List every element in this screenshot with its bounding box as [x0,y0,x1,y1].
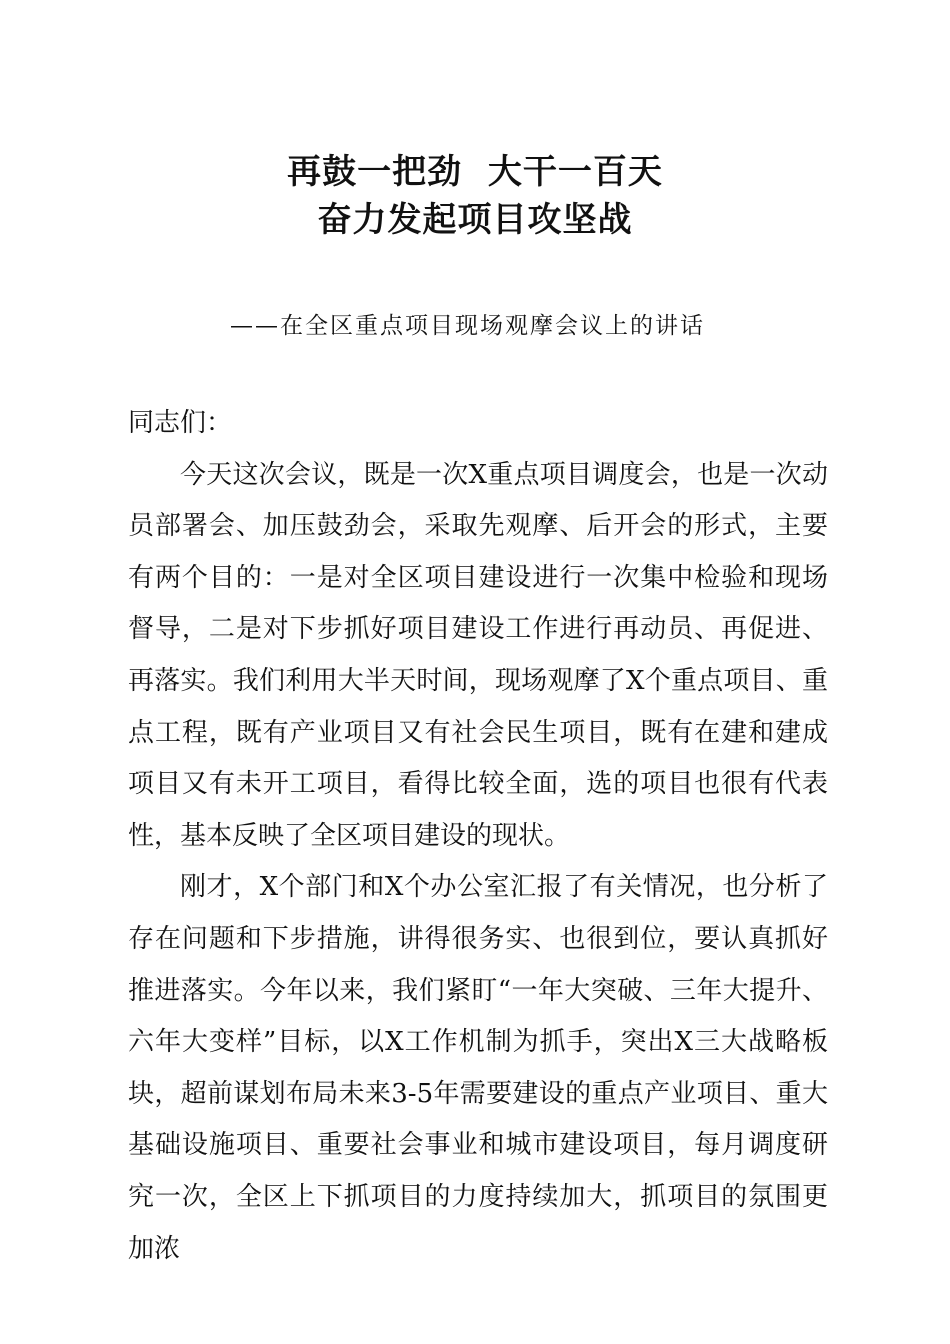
title-block [0,148,950,244]
document-subtitle: ——在全区重点项目现场观摩会议上的讲话 [230,313,705,339]
body-paragraph-1: 今天这次会议，既是一次X重点项目调度会，也是一次动员部署会、加压鼓劲会，采取先观摩、后开会的形式，主要有两个目的：一是对全区项目建设进行一次集中检验和现场督导，二是对下步抓好项目建设工作进行再动员、再促进、再落实。我们利用大半天时间，现场观摩了X个重点项目、重点工程，既有产业项目又有社会民生项目，既有在建和建成项目又有未开工项目，看得比较全面，选的项目也很有代表性，基本反映了全区项目建设的现状。 [128,459,828,851]
document-title-line-2: 奋力发起项目攻坚战 [317,200,633,240]
document-title-line-1: 再鼓一把劲 大干一百天 [287,152,663,192]
salutation: 同志们： [128,408,233,438]
body-paragraph-2: 刚才，X个部门和X个办公室汇报了有关情况，也分析了存在问题和下步措施，讲得很务实、也很到位，要认真抓好推进落实。今年以来，我们紧盯“一年大突破、三年大提升、六年大变样”目标，以X工作机制为抓手，突出X三大战略板块，超前谋划布局未来3-5年需要建设的重点产业项目、重大基础设施项目、重要社会事业和城市建设项目，每月调度研究一次，全区上下抓项目的力度持续加大，抓项目的氛围更加浓 [128,872,828,1264]
document-body [128,398,828,1275]
